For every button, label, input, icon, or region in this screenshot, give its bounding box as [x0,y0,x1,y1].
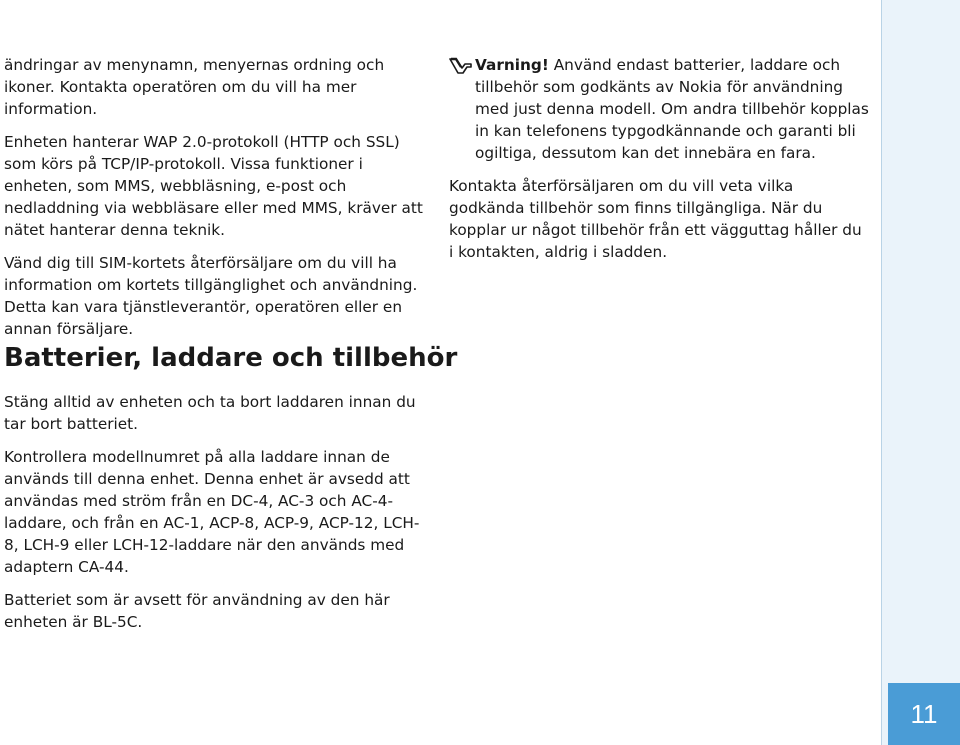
warning-body: Använd endast batterier, laddare och tillbehör som godkänts av Nokia för användning med just denna modell. Om andra tillbehör kopplas in kan telefonens typgodkännande och garanti bli ogiltiga, dessutom kan det innebära en fara. [475,56,869,162]
paragraph-charger-models: Kontrollera modellnumret på alla laddare innan de används till denna enhet. Denna enhet är avsedd att användas med ström från en DC-4, AC-3 och AC-4-laddare, och från en AC-1, ACP-8, ACP-9, ACP-12, LCH-8, LCH-9 eller LCH-12-laddare när den används med adaptern CA-44. [4,448,420,576]
section-body [4,391,429,644]
paragraph-wap-protocol: Enheten hanterar WAP 2.0-protokoll (HTTP och SSL) som körs på TCP/IP-protokoll. Vissa funktioner i enheten, som MMS, webbläsning, e-post och nedladdning via webbläsare eller med MMS, kräver att nätet hanterar denna teknik. [4,133,423,239]
warning-hand-icon [449,56,473,76]
section-heading: Batterier, laddare och tillbehör [4,343,458,373]
side-tab [881,0,960,745]
paragraph-menu-changes: ändringar av menynamn, menyernas ordning och ikoner. Kontakta operatören om du vill ha mer information. [4,56,385,118]
right-column [449,54,869,274]
warning-block [449,54,869,164]
warning-label: Varning! [475,56,549,74]
warning-text [475,54,869,164]
page-number: 11 [888,683,960,745]
paragraph-sim-reseller: Vänd dig till SIM-kortets återförsäljare om du vill ha information om kortets tillgänglighet och användning. Detta kan vara tjänstleverantör, operatören eller en annan försäljare. [4,254,418,338]
paragraph-remove-charger: Stäng alltid av enheten och ta bort laddaren innan du tar bort batteriet. [4,393,416,433]
left-column [4,54,429,351]
paragraph-battery-model: Batteriet som är avsett för användning av den här enheten är BL-5C. [4,591,390,631]
paragraph-accessories: Kontakta återförsäljaren om du vill veta vilka godkända tillbehör som finns tillgängliga. När du kopplar ur något tillbehör från ett vägguttag håller du i kontakten, aldrig i sladden. [449,177,862,261]
